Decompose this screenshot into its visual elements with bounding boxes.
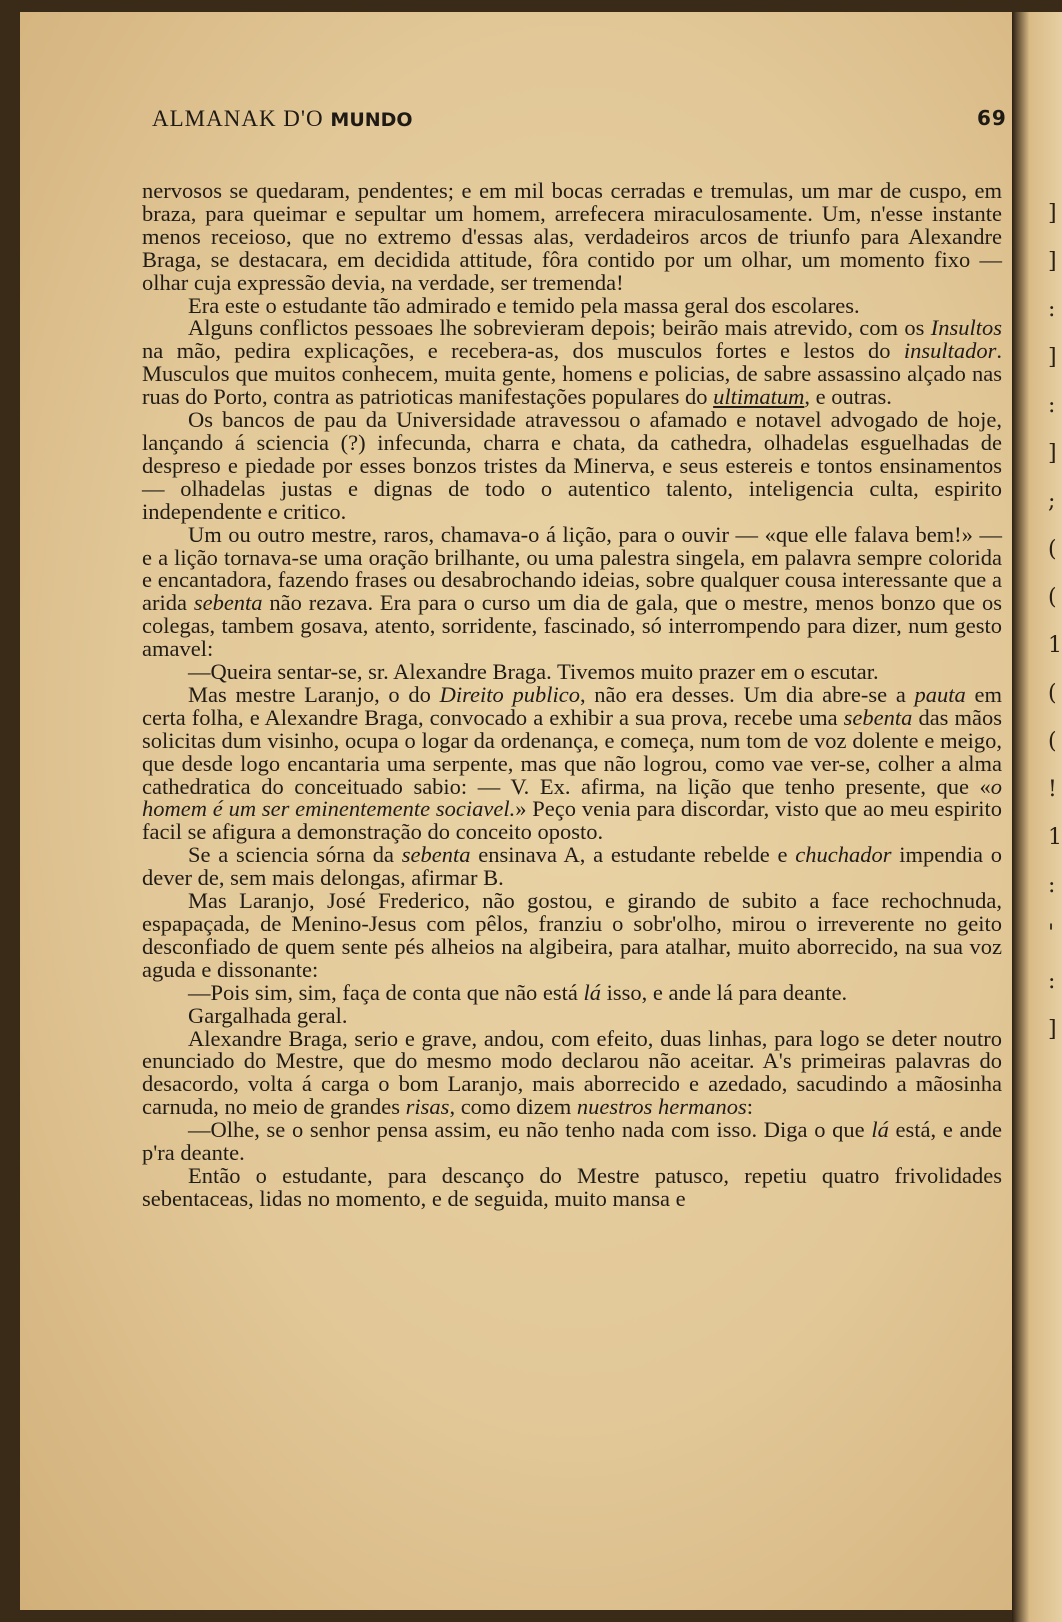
italic-run: risas bbox=[405, 1094, 450, 1120]
edge-glyph: ] bbox=[1048, 249, 1057, 274]
edge-glyph: ] bbox=[1048, 201, 1057, 226]
paragraph bbox=[142, 180, 1002, 295]
text-run: —Queira sentar-se, sr. Alexandre Braga. Tivemos muito prazer em o escutar. bbox=[188, 659, 879, 685]
text-run: » Peço venia para discordar, visto que ao meu espirito facil se afigura a demonstração do conceito oposto. bbox=[142, 796, 1003, 845]
paragraph bbox=[142, 409, 1002, 524]
edge-glyph: ( bbox=[1048, 681, 1057, 706]
text-run: Um ou outro mestre, raros, chamava-o á lição, para o ouvir — «que elle falava bem!» — e a lição tornava-se uma oração brilhante, ou uma palestra singela, em palavra sempre colorida e encantadora, fazendo frases ou desabrochando ideias, sobre qualquer cousa interessante que a arida bbox=[142, 521, 1002, 616]
text-run: Alguns conflictos pessoaes lhe sobrevieram depois; beirão mais atrevido, com os bbox=[188, 315, 931, 341]
text-run: nervosos se quedaram, pendentes; e em mil bocas cerradas e tremulas, um mar de cuspo, em braza, para queimar e sepultar um homem, arrefecera miraculosamente. Um, n'esse instante menos receioso, que no extremo d'essas alas, verdadeiros arcos de triunfo para Alexandre Braga, se destacara, em decidida attitude, fôra contido por um olhar, um momento fixo — olhar cuja expressão devia, na verdade, ser tremenda! bbox=[142, 178, 1002, 295]
text-run: em certa folha, e Alexandre Braga, convocado a exhibir a sua prova, recebe uma bbox=[142, 681, 1002, 730]
paragraph bbox=[142, 890, 1002, 982]
text-run: não rezava. Era para o curso um dia de gala, que o mestre, menos bonzo que os colegas, tambem gosava, atento, sorridente, fascinado, só interrompendo para dizer, num gesto amavel: bbox=[142, 590, 1003, 662]
text-run: Alexandre Braga, serio e grave, andou, com efeito, duas linhas, para logo se deter noutro enunciado do Mestre, que do mesmo modo declarou não aceitar. A's primeiras palavras do desacordo, volta á carga o bom Laranjo, mais aborrecido e azedado, sacudindo a mãosinha carnuda, no meio de grandes bbox=[142, 1025, 1002, 1120]
text-run: Mas Laranjo, José Frederico, não gostou, e girando de subito a face rechochnuda, espapaçada, de Menino-Jesus com pêlos, franziu o sobr'olho, mirou o irreverente no geito desconfiado de quem sente pés alheios na algibeira, para atalhar, muito aborrecido, na sua voz aguda e dissonante: bbox=[142, 888, 1002, 982]
running-header bbox=[152, 106, 1007, 136]
header-title-brand: MUNDO bbox=[330, 109, 413, 131]
italic-run: sebenta bbox=[401, 842, 471, 868]
edge-glyph: ( bbox=[1048, 537, 1057, 562]
italic-run: insultador bbox=[903, 338, 997, 364]
paragraph bbox=[142, 1162, 1002, 1211]
paragraph bbox=[142, 844, 1002, 890]
paragraph bbox=[142, 521, 1003, 662]
edge-glyph: ] bbox=[1048, 345, 1057, 370]
book-page bbox=[20, 12, 1020, 1610]
page-number: 69 bbox=[977, 106, 1007, 130]
italic-run: Insultos bbox=[930, 315, 1002, 341]
text-run: , como dizem bbox=[449, 1094, 577, 1120]
adjacent-page-glyphs bbox=[1048, 190, 1060, 1054]
text-run: está, e ande p'ra deante. bbox=[142, 1117, 1002, 1166]
italic-run: ultimatum bbox=[713, 384, 805, 410]
edge-glyph: 1 bbox=[1048, 633, 1062, 658]
italic-run: pauta bbox=[914, 681, 966, 707]
text-run: —Pois sim, sim, faça de conta que não está bbox=[188, 979, 584, 1005]
edge-glyph: ' bbox=[1048, 921, 1055, 946]
text-run: ensinava A, a estudante rebelde e bbox=[470, 842, 796, 868]
text-run: Se a sciencia sórna da bbox=[188, 842, 402, 868]
italic-run: nuestros hermanos bbox=[576, 1094, 747, 1120]
edge-glyph: ] bbox=[1048, 1017, 1057, 1042]
text-run: , não era desses. Um dia abre-se a bbox=[579, 681, 915, 707]
header-title bbox=[152, 106, 413, 132]
edge-glyph: ! bbox=[1048, 777, 1057, 802]
text-run: Então o estudante, para descanço do Mestre patusco, repetiu quatro frivolidades sebentaceas, lidas no momento, e de seguida, muito mansa e bbox=[142, 1162, 1002, 1211]
text-run: : bbox=[746, 1094, 753, 1120]
italic-run: chuchador bbox=[795, 842, 892, 868]
paragraph bbox=[142, 1119, 1002, 1165]
paragraph bbox=[142, 317, 1002, 409]
edge-glyph: : bbox=[1048, 393, 1056, 418]
text-run: , e outras. bbox=[804, 384, 892, 410]
text-run: . Musculos que muitos conhecem, muita gente, homens e policias, de sabre assassino alçado nas ruas do Porto, contra as patrioticas manifestações populares do bbox=[142, 338, 1002, 410]
edge-glyph: ; bbox=[1048, 489, 1056, 514]
paragraph bbox=[142, 979, 1002, 1005]
italic-run: lá bbox=[583, 979, 602, 1005]
edge-glyph: : bbox=[1048, 873, 1056, 898]
text-run: isso, e ande lá para deante. bbox=[601, 979, 848, 1005]
italic-run: sebenta bbox=[193, 590, 263, 616]
edge-glyph: ] bbox=[1048, 441, 1057, 466]
text-run: impendia o dever de, sem mais delongas, afirmar B. bbox=[142, 842, 1002, 891]
text-run: —Olhe, se o senhor pensa assim, eu não tenho nada com isso. Diga o que bbox=[188, 1117, 872, 1143]
text-run: Era este o estudante tão admirado e temido pela massa geral dos escolares. bbox=[188, 292, 860, 318]
edge-glyph: ( bbox=[1048, 729, 1057, 754]
edge-glyph: : bbox=[1048, 297, 1056, 322]
text-run: Gargalhada geral. bbox=[188, 1002, 348, 1028]
text-run: Os bancos de pau da Universidade atravessou o afamado e notavel advogado de hoje, lançando á sciencia (?) infecunda, charra e chata, da cathedra, olhadelas esguelhadas de despreso e piedade por esses bonzos tristes da Minerva, e seus estereis e tontos ensinamentos — olhadelas justas e dignas de todo o autentico talento, inteligencia culta, espirito independente e critico. bbox=[142, 407, 1002, 524]
edge-glyph: 1 bbox=[1048, 825, 1062, 850]
italic-run: Direito publico bbox=[439, 681, 580, 707]
italic-run: sebenta bbox=[843, 704, 913, 730]
italic-run: lá bbox=[871, 1117, 889, 1143]
paragraph bbox=[142, 661, 1002, 684]
header-title-prefix: ALMANAK D'O bbox=[152, 106, 331, 131]
body-text bbox=[142, 180, 1002, 1211]
text-run: das mãos solicitas dum visinho, ocupa o logar da ordenança, e começa, num tom de voz dolente e meigo, que desde logo encantaria uma serpente, mas que não logrou, como vae ver-se, colher a alma cathedratica do conceituado sabio: — V. Ex. afirma, na lição que tenho presente, que « bbox=[142, 704, 1002, 799]
paragraph bbox=[142, 681, 1003, 845]
text-run: Mas mestre Laranjo, o do bbox=[188, 681, 440, 707]
paragraph bbox=[142, 292, 1002, 318]
italic-run: o homem é um ser eminentemente sociavel. bbox=[142, 773, 1002, 822]
paragraph bbox=[142, 1002, 1002, 1028]
edge-glyph: : bbox=[1048, 969, 1056, 994]
paragraph bbox=[142, 1025, 1002, 1120]
edge-glyph: ( bbox=[1048, 585, 1057, 610]
text-run: na mão, pedira explicações, e recebera-as, dos musculos fortes e lestos do bbox=[142, 338, 904, 364]
